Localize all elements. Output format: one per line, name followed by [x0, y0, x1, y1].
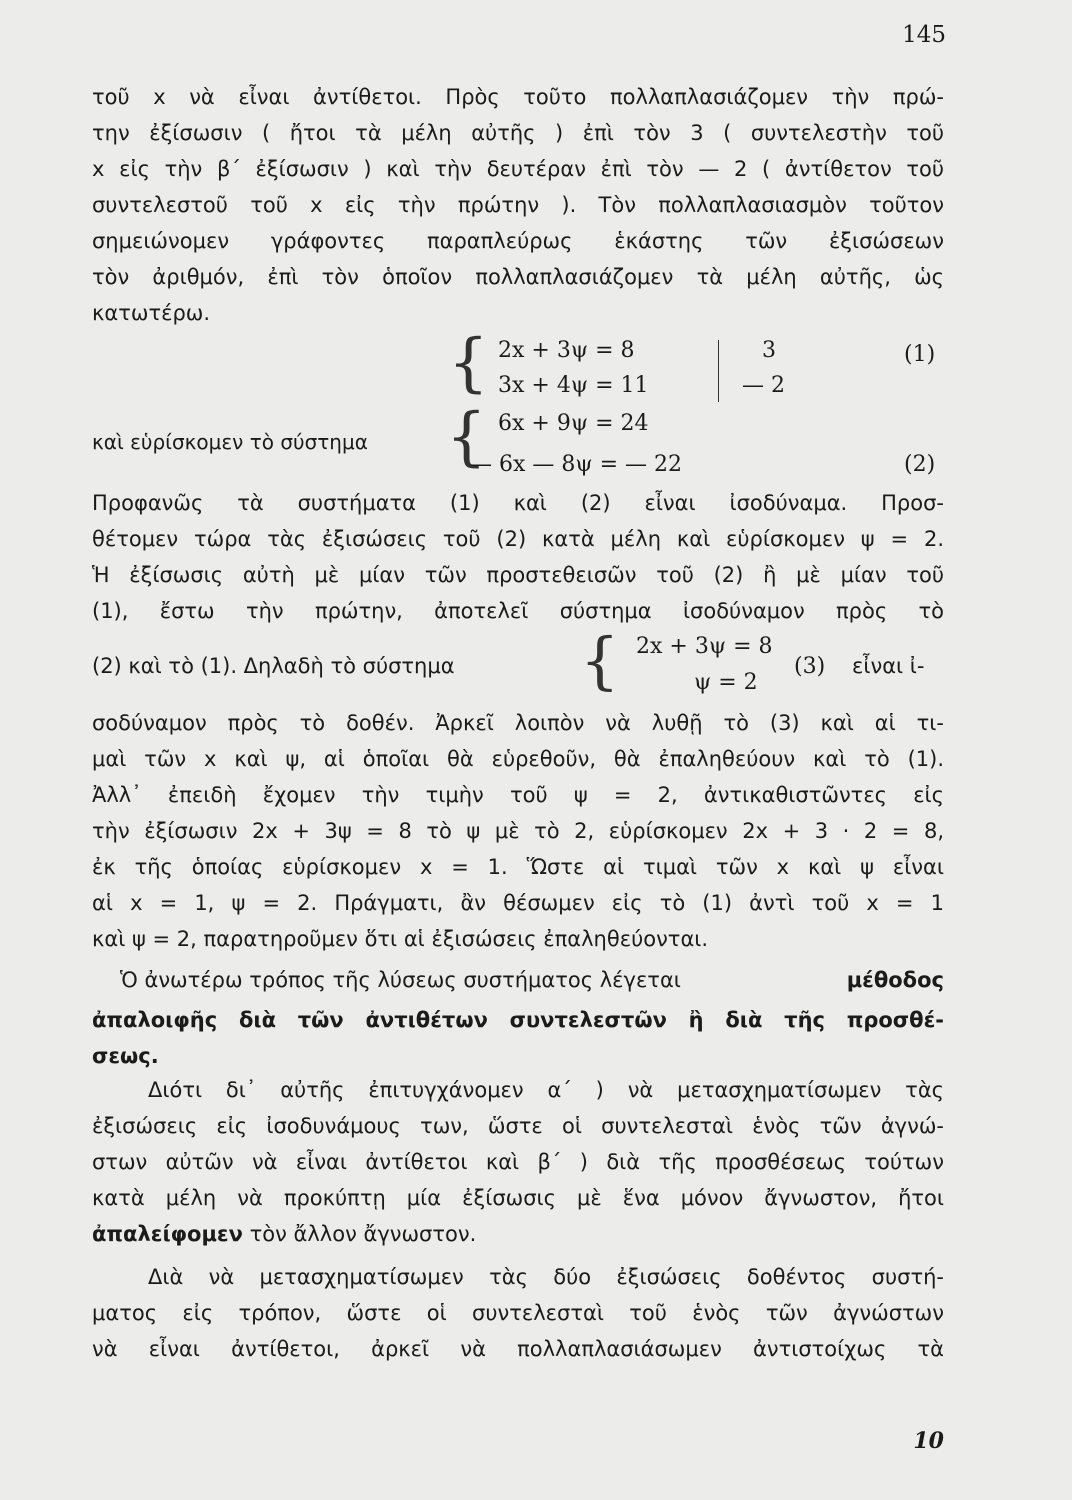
- text-line: [92, 1219, 944, 1249]
- system3-eq1: 2x + 3ψ = 8: [636, 634, 773, 659]
- text-line: θέτομεν τώρα τὰς ἐξισώσεις τοῦ (2) κατὰ μέλη καὶ εὑρίσκομεν ψ = 2.: [92, 527, 944, 551]
- multiplier-divider: [718, 340, 719, 402]
- system2-label: (2): [904, 452, 936, 477]
- text-line: σοδύναμον πρὸς τὸ δοθέν. Ἀρκεῖ λοιπὸν νὰ λυθῇ τὸ (3) καὶ αἱ τι-: [92, 711, 944, 735]
- text-line: ἐξισώσεις εἰς ἰσοδυνάμους των, ὥστε οἱ συντελεσταὶ ἑνὸς τῶν ἀγνώ-: [92, 1114, 944, 1138]
- text-line: τὸν ἀριθμόν, ἐπὶ τὸν ὁποῖον πολλαπλασιάζομεν τὰ μέλη αὐτῆς, ὡς: [92, 265, 944, 289]
- text-line: την ἐξίσωσιν ( ἤτοι τὰ μέλη αὐτῆς ) ἐπὶ τὸν 3 ( συντελεστὴν τοῦ: [92, 121, 944, 145]
- text-line: Ἡ ἐξίσωσις αὐτὴ μὲ μίαν τῶν προστεθεισῶν τοῦ (2) ἢ μὲ μίαν τοῦ: [92, 563, 944, 587]
- system2-eq1: 6x + 9ψ = 24: [498, 411, 649, 436]
- text-line: Προφανῶς τὰ συστήματα (1) καὶ (2) εἶναι ἰσοδύναμα. Προσ-: [92, 491, 944, 515]
- text-line: αἱ x = 1, ψ = 2. Πράγματι, ἂν θέσωμεν εἰς τὸ (1) ἀντὶ τοῦ x = 1: [92, 891, 944, 915]
- text-line: κατὰ μέλη νὰ προκύπτῃ μία ἐξίσωσις μὲ ἕνα μόνον ἄγνωστον, ἤτοι: [92, 1186, 944, 1210]
- text-line: ἐκ τῆς ὁποίας εὑρίσκομεν x = 1. Ὥστε αἱ τιμαὶ τῶν x καὶ ψ εἶναι: [92, 855, 944, 879]
- left-brace: {: [448, 326, 489, 400]
- text-line: x εἰς τὴν β΄ ἐξίσωσιν ) καὶ τὴν δευτέραν ἐπὶ τὸν — 2 ( ἀντίθετον τοῦ: [92, 157, 944, 181]
- system1-eq2: 3x + 4ψ = 11: [498, 373, 649, 398]
- text-line: Διότι δι᾽ αὐτῆς ἐπιτυγχάνομεν α΄ ) νὰ μετασχηματίσωμεν τὰς: [148, 1078, 944, 1102]
- system1-multiplier-1: 3: [762, 338, 776, 363]
- system3-eq2: ψ = 2: [694, 670, 758, 695]
- text-line: [120, 965, 944, 995]
- text-line: (1), ἔστω τὴν πρώτην, ἀποτελεῖ σύστημα ἰσοδύναμον πρὸς τὸ: [92, 599, 944, 623]
- method-term: σεως.: [92, 1044, 159, 1068]
- system2-intro: καὶ εὑρίσκομεν τὸ σύστημα: [92, 430, 368, 454]
- left-brace: {: [446, 400, 487, 474]
- signature-mark: 10: [913, 1428, 944, 1454]
- system2-eq2: — 6x — 8ψ = — 22: [470, 452, 683, 477]
- text-line: κατωτέρω.: [92, 301, 211, 325]
- system1-eq1: 2x + 3ψ = 8: [498, 338, 635, 363]
- text-line: στων αὐτῶν νὰ εἶναι ἀντίθετοι καὶ β΄ ) διὰ τῆς προσθέσεως τούτων: [92, 1150, 944, 1174]
- page-number: 145: [902, 22, 946, 48]
- left-brace: {: [580, 624, 620, 697]
- text-line: μαὶ τῶν x καὶ ψ, αἱ ὁποῖαι θὰ εὑρεθοῦν, θὰ ἐπαληθεύουν καὶ τὸ (1).: [92, 747, 944, 771]
- system1-label: (1): [904, 342, 936, 367]
- method-intro: Ὁ ἀνωτέρω τρόπος τῆς λύσεως συστήματος λέγεται: [120, 968, 681, 992]
- text-line: τὴν ἐξίσωσιν 2x + 3ψ = 8 τὸ ψ μὲ τὸ 2, εὑρίσκομεν 2x + 3 · 2 = 8,: [92, 819, 944, 843]
- text-line: καὶ ψ = 2, παρατηροῦμεν ὅτι αἱ ἐξισώσεις ἐπαληθεύονται.: [92, 927, 709, 951]
- method-term: μέθοδος: [846, 968, 944, 992]
- text-fragment: τὸν ἄλλον ἄγνωστον.: [249, 1222, 477, 1246]
- system1-multiplier-2: — 2: [742, 373, 785, 398]
- text-line: ματος εἰς τρόπον, ὥστε οἱ συντελεσταὶ τοῦ ἑνὸς τῶν ἀγνώστων: [92, 1301, 944, 1325]
- text-line: Διὰ νὰ μετασχηματίσωμεν τὰς δύο ἐξισώσεις δοθέντος συστή-: [148, 1265, 944, 1289]
- text-line: Ἀλλ᾽ ἐπειδὴ ἔχομεν τὴν τιμὴν τοῦ ψ = 2, ἀντικαθιστῶντες εἰς: [92, 783, 944, 807]
- text-line: τοῦ x νὰ εἶναι ἀντίθετοι. Πρὸς τοῦτο πολλαπλασιάζομεν τὴν πρώ-: [92, 85, 944, 109]
- text-line: σημειώνομεν γράφοντες παραπλεύρως ἑκάστης τῶν ἐξισώσεων: [92, 229, 944, 253]
- method-term: ἀπαλοιφῆς διὰ τῶν ἀντιθέτων συντελεστῶν ἢ διὰ τῆς προσθέ-: [92, 1008, 944, 1032]
- system3-post: εἶναι ἰ-: [852, 654, 925, 678]
- emphasis-term: ἀπαλείφομεν: [92, 1222, 243, 1246]
- text-line: συντελεστοῦ τοῦ x εἰς τὴν πρώτην ). Τὸν πολλαπλασιασμὸν τοῦτον: [92, 193, 944, 217]
- system3-label: (3): [794, 654, 826, 679]
- text-line: νὰ εἶναι ἀντίθετοι, ἀρκεῖ νὰ πολλαπλασιάσωμεν ἀντιστοίχως τὰ: [92, 1337, 944, 1361]
- system3-pre: (2) καὶ τὸ (1). Δηλαδὴ τὸ σύστημα: [92, 654, 455, 678]
